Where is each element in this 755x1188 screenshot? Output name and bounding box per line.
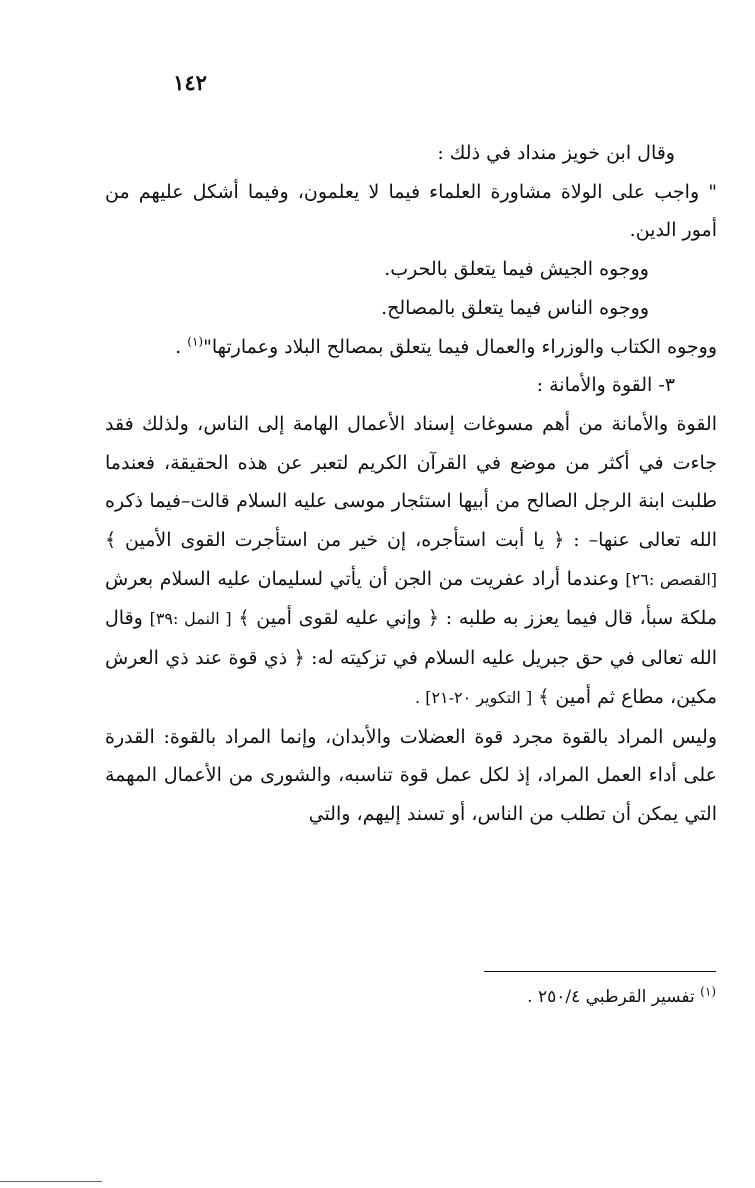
paragraph-army: ووجوه الجيش فيما يتعلق بالحرب. xyxy=(384,258,649,281)
quran-reference-3: [ التكوير ٢٠-٢١] . xyxy=(415,687,533,707)
scan-edge-line xyxy=(0,1181,102,1182)
paragraph-scribes-text: ووجوه الكتاب والوزراء والعمال فيما يتعلق بمصالح البلاد وعمارتها" xyxy=(203,335,717,358)
quran-quote-1: ﴿ يا أبت استأجره، إن خير من استأجرت القوى الأمين ﴾ xyxy=(105,529,565,552)
quran-quote-2: ﴿ وإني عليه لقوى أمين ﴾ xyxy=(238,607,440,630)
paragraph-text-a: القوة والأمانة من أهم مسوغات إسناد الأعمال الهامة إلى الناس، ولذلك فقد جاءت في أكثر من موضع في القرآن الكريم لتعبر عن هذه الحقيقة، فعندما طلبت ابنة الرجل الصالح من أبيها استئجار موسى عليه السلام قالت–فيما ذكره الله تعالى عنها– : xyxy=(105,412,717,552)
paragraph-quote-start: " واجب على الولاة مشاورة العلماء فيما لا يعلمون، وفيما أشكل عليهم من أمور الدين. xyxy=(105,180,717,242)
footnote-divider xyxy=(484,971,716,972)
paragraph-scribes xyxy=(105,328,717,367)
footnote-text: تفسير القرطبي ٢٥٠/٤ . xyxy=(527,987,695,1007)
quran-reference-1: [القصص :٢٦] xyxy=(625,569,718,589)
paragraph-people: ووجوه الناس فيما يتعلق بالمصالح. xyxy=(381,296,649,319)
section-heading: ٣- القوة والأمانة : xyxy=(536,374,675,397)
quran-reference-2: [ النمل :٣٩] xyxy=(149,609,232,629)
footnote xyxy=(300,983,716,1011)
paragraph-text-b: وعندما أراد عفريت من الجن أن يأتي لسليمان عليه السلام بعرش ملكة سبأ، قال فيما يعزز به طلبه : xyxy=(105,567,718,630)
paragraph-text-c: وقال الله تعالى في حق جبريل عليه السلام في تزكيته له: xyxy=(105,607,717,670)
paragraph-intro: وقال ابن خويز منداد في ذلك : xyxy=(437,142,675,164)
paragraph-meaning-strength: وليس المراد بالقوة مجرد قوة العضلات والأبدان، وإنما المراد بالقوة: القدرة على أداء العمل المراد، إذ لكل عمل قوة تناسبه، والشورى من الأعمال المهمة التي يمكن أن تطلب من الناس، أو تسند إليهم، والتي xyxy=(105,725,717,825)
paragraph-strength-trust xyxy=(105,405,717,718)
footnote-reference: (١) xyxy=(187,334,204,349)
page-number: ١٤٢ xyxy=(173,70,207,95)
quran-quote-3: ﴿ ذي قوة عند ذي العرش مكين، مطاع ثم أمين ﴾ xyxy=(105,647,717,708)
body-text xyxy=(105,134,717,834)
footnote-marker: (١) xyxy=(700,984,716,999)
paragraph-scribes-end: . xyxy=(175,335,182,358)
